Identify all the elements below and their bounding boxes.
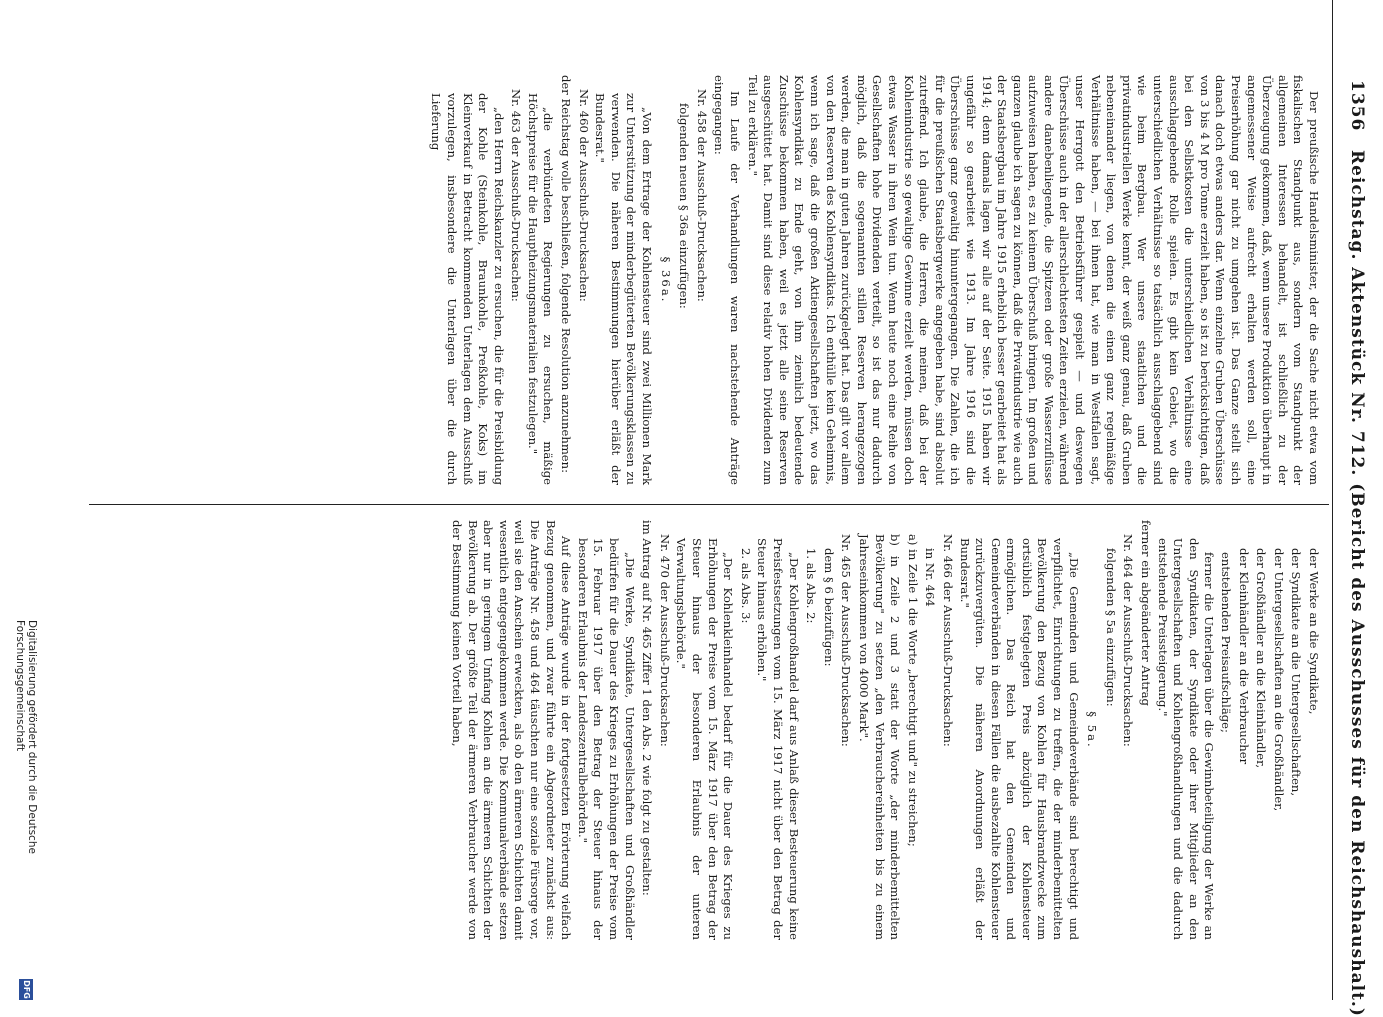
motion-465-item-1: 1. als Abs. 2:	[804, 548, 819, 624]
list-item: der Werke an die Syndikate,	[1307, 548, 1321, 715]
motion-460-quote: „die verbündeten Regierungen zu ersuchen, mäßige Höchstpreise für die Hauptheizungsmaterialien festzulegen."	[525, 93, 556, 485]
motion-464-quote: „Die Gemeinden und Gemeindeverbände sind berechtigt und verpflichtet, Einrichtungen zu treffen, die der minderbemittelten Bevölkerung den Bezug von Kohlen für Hausbrandzwecke zum ortsüblich festgelegten Preis abzüglich der Kohlensteuer ermöglichen. Das Reich hat den Gemeinden und Gemeindeverbänden in diesen Fällen die ausbezahlte Kohlensteuer zurückzuvergüten. Die näheren Anordnungen erläßt der Bundesrat."	[957, 538, 1081, 940]
section-36a: § 36a.	[658, 256, 673, 304]
footer-text: Digitalisierung gefördert durch die Deutsche Forschungsgemeinschaft	[14, 620, 38, 854]
right-column	[447, 520, 1321, 940]
digitization-footer	[14, 0, 38, 1000]
list-item: der Untergesellschaften an die Großhändler,	[1271, 548, 1286, 812]
motion-463-quote: „den Herrn Reichskanzler zu ersuchen, die für die Preisbildung der Kohle (Steinkohle, Braunkohle, Preßkohle, Koks) im Kleinverkauf in Betracht kommenden Unterlagen dem Ausschuß vorzulegen, insbesondere die Unterlagen über die durch Lieferung	[429, 93, 506, 485]
motion-464-text: folgenden § 5a einzufügen:	[1103, 548, 1118, 707]
motion-466-text: in Nr. 464	[923, 548, 938, 607]
left-column	[427, 75, 1321, 485]
page-number: 1356	[1347, 80, 1367, 132]
motion-470-quote: „Die Werke, Syndikate, Untergesellschaften und Großhändler bedürfen für die Dauer des Krieges zu Erhöhungen der Preise vom 15. Februar 1917 über den Betrag der Steuer hinaus der besonderen Erlaubnis der Landeszentralbehörden."	[575, 538, 637, 940]
paragraph-profit-sharing: ferner die Unterlagen über die Gewinnbeteiligung der Werke an den Syndikaten, der Syndikate oder ihrer Mitglieder an den Untergesellschaften und Kohlengroßhandlungen und die dadurch entstehende Preissteigerung."	[1155, 538, 1217, 940]
page-title: Reichstag. Aktenstück Nr. 712. (Bericht des Ausschusses für den Reichshaushalt.)	[1347, 150, 1367, 1017]
motion-470-text: im Antrag auf Nr. 465 Ziffer 1 den Abs. 2 wie folgt zu gestalten:	[640, 520, 655, 896]
motion-458-text: folgenden neuen § 36a einzufügen:	[677, 103, 692, 309]
list-item: der Syndikate an die Untergesellschaften,	[1289, 548, 1304, 797]
motion-466-b: b) in Zeile 2 und 3 statt der Worte „der minderbemittelten Bevölkerung" zu setzen „den Verbrauchereinheiten bis zu einem Jahreseinkommen von 4000 Mark".	[856, 534, 903, 940]
motion-465-intro: Nr. 465 der Ausschuß-Drucksachen:	[839, 534, 854, 747]
motion-465-quote-1: „Der Kohlengroßhandel darf aus Anlaß dieser Besteuerung keine Preisfestsetzungen vom 15. März 1917 nicht über den Betrag der Steuer hinaus erhöhen."	[755, 538, 801, 940]
dfg-logo: DFG	[19, 979, 33, 1000]
section-5a: § 5a.	[1085, 711, 1100, 749]
motion-463-intro: Nr. 463 der Ausschuß-Drucksachen:	[509, 89, 524, 302]
motion-458-intro: Nr. 458 der Ausschuß-Drucksachen:	[694, 89, 709, 302]
paragraph-motions: Im Laufe der Verhandlungen waren nachstehende Anträge eingegangen:	[712, 75, 743, 485]
list-item: der Kleinhändler an die Verbraucher	[1236, 548, 1251, 765]
motion-465-text: dem § 6 beizufügen:	[821, 548, 836, 667]
paragraph-speech: Der preußische Handelsminister, der die Sache nicht etwa vom fiskalischen Standpunkt aus, sondern vom Standpunkt der allgemeinen Interessen behandelt, ist schließlich zu der Überzeugung gekommen, daß, wenn unsere Produktion überhaupt in angemessener Weise aufrecht erhalten werden soll, eine Preiserhöhung gar nicht zu umgehen ist. Das Ganze stellt sich danach doch etwas anders dar. Wenn einzelne Gruben Überschüsse von 3 bis 4 M pro Tonne erzielt haben, so ist zu berücksichtigen, daß bei den Selbstkosten die unterschiedlichen Verhältnisse eine ausschlaggebende Rolle spielen. Es gibt kein Gebiet, wo die unterschiedlichen Verhältnisse so tatsächlich ausschlaggebend sind wie beim Bergbau. Wer unsere staatlichen und die privatindustriellen Werke kennt, der weiß ganz genau, daß Gruben nebeneinander liegen, von denen die einen ganz regelmäßige Verhältnisse haben, — bei ihnen hat, wie man in Westfalen sagt, unser Herrgott den Betriebsführer gespielt — und deswegen Überschüsse auch in der allerschlechtesten Zeiten erzielen, während andere danebenliegende, die Spitzeen oder große Wasserzuflüsse aufzuweisen haben, es zu keinem Überschuß bringen. Im großen und ganzen glaube ich sagen zu können, daß die Privatindustrie wie auch der Staatsbergbau im Jahre 1915 erheblich besser gearbeitet hat als 1914; denn damals lagen wir alle auf der Seite. 1915 haben wir ungefähr so gearbeitet wie 1913. Im Jahre 1916 sind die Überschüsse ganz gewaltig hinuntergegangen. Die Zahlen, die ich für die preußischen Staatsbergwerke angegeben habe, sind absolut zutreffend. Ich glaube, die Herren, die meinen, daß bei der Kohlenindustrie so gewaltige Gewinne erzielt werden, müssen doch etwas Wasser in ihren Wein tun. Wenn heute noch eine Reihe von Gesellschaften hohe Dividenden verteilt, so ist das nur dadurch möglich, daß die sogenannten stillen Reserven herangezogen werden, die man in guten Jahren zurückgelegt hat. Das gilt vor allem von den Reserven des Kohlensyndikats. Ich enthülle kein Geheimnis, wenn ich sage, daß die großen Aktiengesellschaften jetzt, wo das Kohlensyndikat zu Ende geht, von ihm ziemlich bedeutende Zuschüsse bekommen haben, weil es jetzt alle seine Reserven ausgeschüttet hat. Damit sind diese relativ hohen Dividenden zum Teil zu erklären."	[745, 75, 1321, 485]
motion-465-quote-2: „Der Kohlenkleinhandel bedarf für die Dauer des Krieges zu Erhöhungen der Preise vom 15. März 1917 über den Betrag der Steuer hinaus der besonderen Erlaubnis der unteren Verwaltungsbehörde."	[674, 538, 736, 940]
motion-464-intro: Nr. 464 der Ausschuß-Drucksachen:	[1121, 534, 1136, 747]
paragraph-surcharges: entstehenden Preisaufschläge;	[1219, 552, 1234, 733]
motion-470-intro: Nr. 470 der Ausschuß-Drucksachen:	[657, 534, 672, 747]
motion-460-text: der Reichstag wolle beschließen, folgende Resolution anzunehmen:	[559, 75, 574, 474]
motion-465-item-2: 2. als Abs. 3:	[738, 548, 753, 624]
paragraph-amended: ferner ein abgeänderter Antrag	[1139, 520, 1154, 706]
paragraph-discussion: Auf diese Anträge wurde in der fortgesetzten Erörterung vielfach Bezug genommen, und zwar führte ein Abgeordneter zunächst aus: Die Anträge Nr. 458 und 464 täuschten nur eine soziale Fürsorge vor, weil sie den Anschein erweckten, als ob den ärmeren Schichten damit wesentlich entgegengekommen werde. Die Kommunalverbände setzen aber nur in geringem Umfang Kohlen an die ärmeren Schichten der Bevölkerung ab. Der größte Teil der ärmeren Verbraucher werde von der Bestimmung keinen Vorteil haben,	[450, 520, 574, 940]
motion-466-a: a) in Zeile 1 die Worte „berechtigt und" zu streichen;	[905, 534, 920, 847]
motion-460-intro: Nr. 460 der Ausschuß-Drucksachen:	[576, 89, 591, 302]
page-header	[1332, 0, 1383, 1017]
motion-466-intro: Nr. 466 der Ausschuß-Drucksachen:	[940, 534, 955, 747]
list-item: der Großhändler an die Kleinhändler,	[1254, 548, 1269, 769]
column-divider	[89, 504, 1329, 505]
motion-458-quote: „Von dem Ertrage der Kohlensteuer sind zwei Millionen Mark zur Unterstützung der minderbegüterten Bevölkerungsklassen zu verwenden. Die näheren Bestimmungen hierüber erläßt der Bundesrat."	[593, 93, 655, 485]
